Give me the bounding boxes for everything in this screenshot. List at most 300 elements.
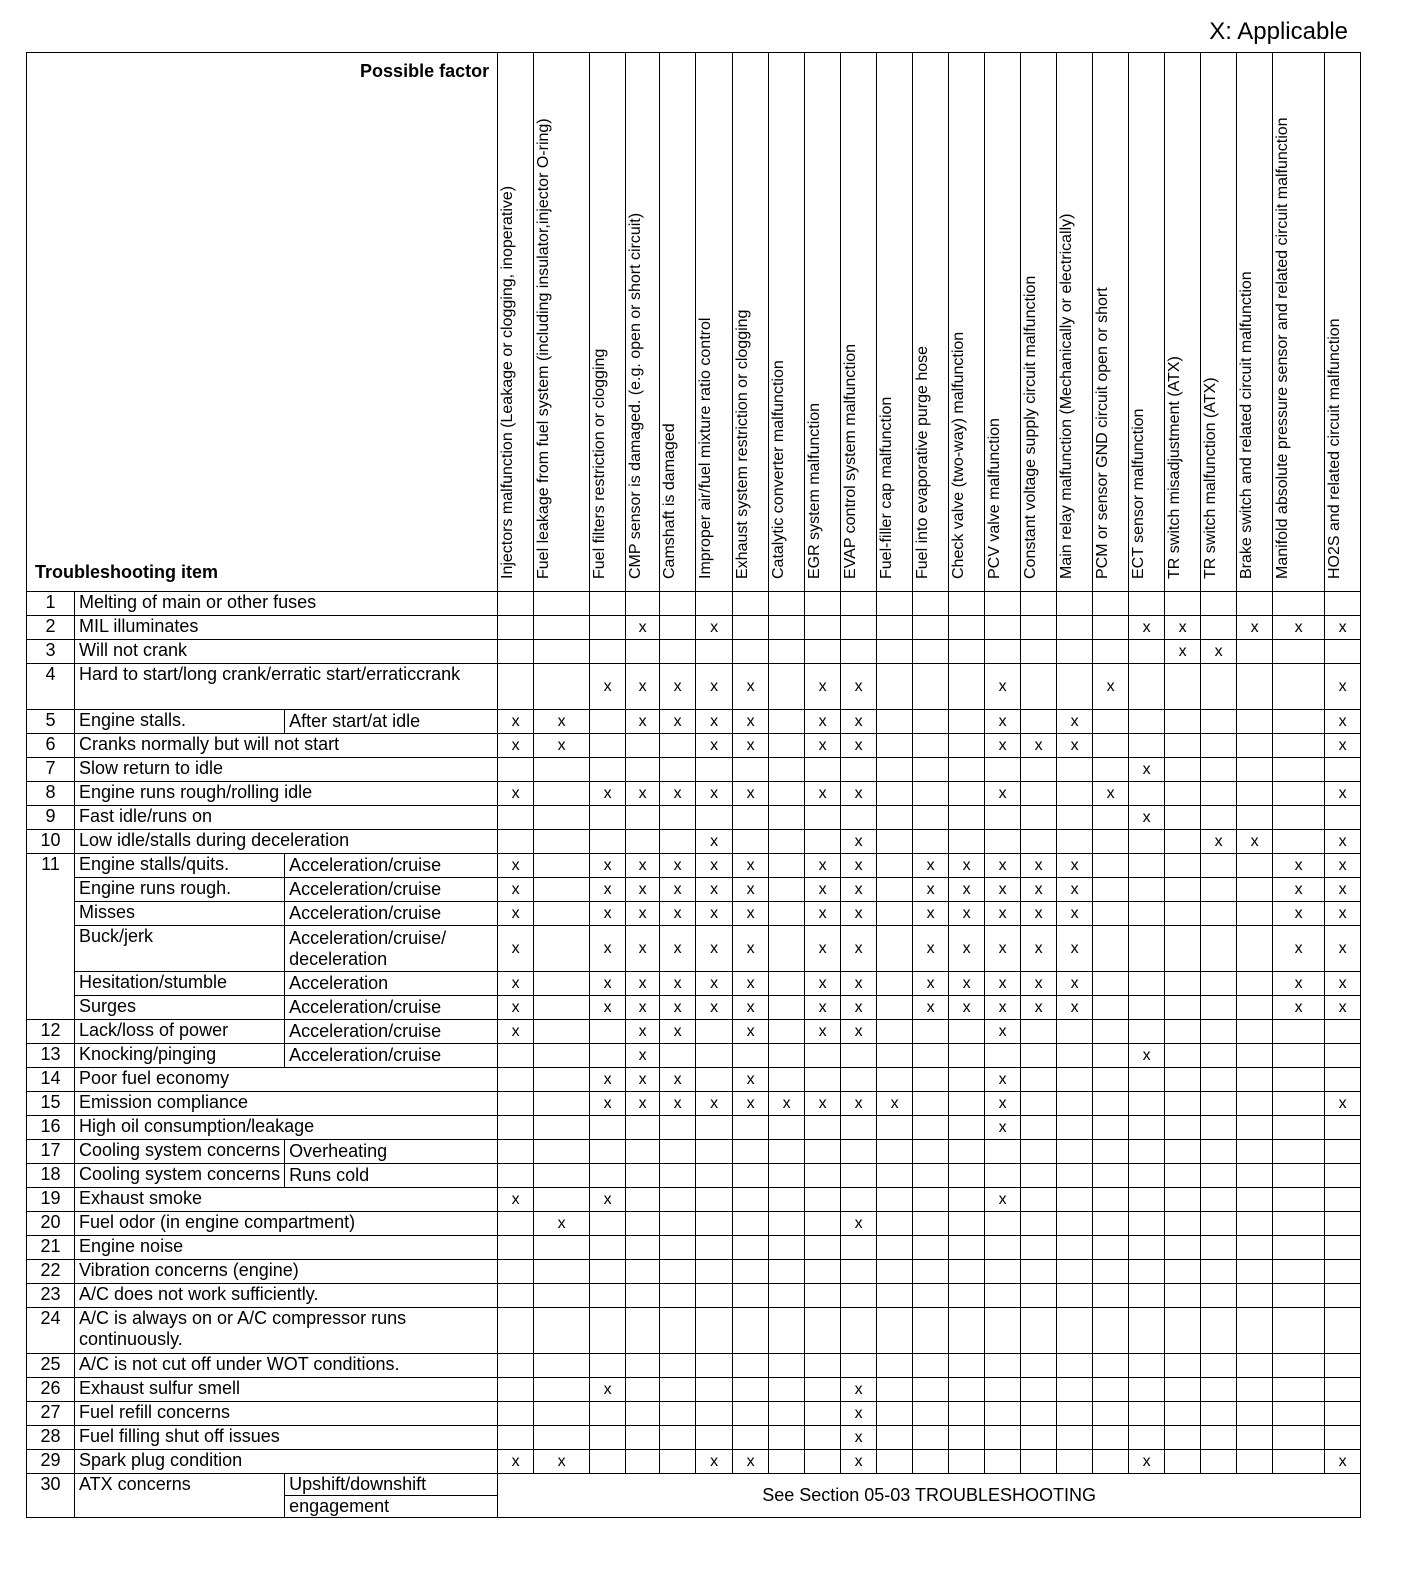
applicability-cell bbox=[985, 1308, 1021, 1354]
applicability-cell bbox=[877, 1378, 913, 1402]
applicability-cell bbox=[733, 616, 769, 640]
applicability-cell bbox=[913, 1020, 949, 1044]
factor-header bbox=[1093, 53, 1129, 592]
applicability-cell bbox=[1273, 1450, 1325, 1474]
applicability-cell: x bbox=[949, 878, 985, 902]
factor-header bbox=[805, 53, 841, 592]
applicability-cell: x bbox=[1165, 640, 1201, 664]
applicability-cell bbox=[1201, 1378, 1237, 1402]
applicability-cell bbox=[1129, 1402, 1165, 1426]
applicability-cell bbox=[696, 1260, 733, 1284]
applicability-cell bbox=[626, 1188, 660, 1212]
applicability-cell bbox=[805, 1450, 841, 1474]
condition: Acceleration/cruise bbox=[285, 902, 498, 926]
applicability-cell bbox=[1165, 1450, 1201, 1474]
applicability-cell bbox=[590, 1426, 626, 1450]
applicability-cell: x bbox=[626, 1068, 660, 1092]
applicability-cell bbox=[534, 592, 590, 616]
applicability-cell: x bbox=[626, 902, 660, 926]
applicability-cell: x bbox=[985, 996, 1021, 1020]
applicability-cell bbox=[590, 1116, 626, 1140]
applicability-cell bbox=[626, 592, 660, 616]
applicability-cell bbox=[949, 782, 985, 806]
applicability-cell bbox=[949, 1068, 985, 1092]
applicability-cell bbox=[1129, 782, 1165, 806]
applicability-cell bbox=[1021, 1426, 1057, 1450]
applicability-cell bbox=[498, 1426, 534, 1450]
factor-label: EVAP control system malfunction bbox=[842, 343, 860, 579]
applicability-cell bbox=[696, 1212, 733, 1236]
factor-label: TR switch malfunction (ATX) bbox=[1202, 377, 1220, 579]
applicability-cell bbox=[1021, 710, 1057, 734]
applicability-cell bbox=[660, 1402, 696, 1426]
applicability-cell bbox=[590, 734, 626, 758]
applicability-cell bbox=[1273, 1378, 1325, 1402]
applicability-cell bbox=[1057, 1140, 1093, 1164]
applicability-cell bbox=[498, 830, 534, 854]
condition: Upshift/downshift bbox=[285, 1474, 498, 1496]
applicability-cell bbox=[1325, 1164, 1361, 1188]
applicability-cell bbox=[1057, 1378, 1093, 1402]
applicability-cell bbox=[1057, 1092, 1093, 1116]
applicability-cell bbox=[660, 592, 696, 616]
applicability-cell bbox=[949, 734, 985, 758]
applicability-cell bbox=[1273, 710, 1325, 734]
applicability-cell bbox=[1325, 1188, 1361, 1212]
applicability-cell bbox=[534, 878, 590, 902]
factor-label: TR switch misadjustment (ATX) bbox=[1166, 356, 1184, 579]
applicability-cell: x bbox=[696, 616, 733, 640]
applicability-cell bbox=[805, 1284, 841, 1308]
applicability-cell bbox=[1093, 854, 1129, 878]
applicability-cell bbox=[1273, 1308, 1325, 1354]
applicability-cell bbox=[1201, 1426, 1237, 1450]
applicability-cell bbox=[985, 1450, 1021, 1474]
row-number: 21 bbox=[27, 1236, 75, 1260]
applicability-cell bbox=[534, 830, 590, 854]
troubleshooting-item: Fast idle/runs on bbox=[75, 806, 498, 830]
applicability-cell bbox=[626, 1212, 660, 1236]
applicability-cell bbox=[769, 734, 805, 758]
applicability-cell: x bbox=[841, 926, 877, 972]
troubleshooting-item: MIL illuminates bbox=[75, 616, 498, 640]
applicability-cell bbox=[498, 1284, 534, 1308]
applicability-cell bbox=[590, 1044, 626, 1068]
applicability-cell bbox=[949, 640, 985, 664]
applicability-cell bbox=[1273, 592, 1325, 616]
applicability-cell bbox=[1093, 1020, 1129, 1044]
applicability-cell bbox=[877, 878, 913, 902]
applicability-cell bbox=[1129, 1426, 1165, 1450]
applicability-cell bbox=[1057, 1188, 1093, 1212]
factor-label: Check valve (two-way) malfunction bbox=[950, 331, 968, 579]
applicability-cell bbox=[1129, 1092, 1165, 1116]
applicability-cell: x bbox=[534, 1212, 590, 1236]
applicability-cell bbox=[534, 782, 590, 806]
applicability-cell bbox=[1325, 806, 1361, 830]
applicability-cell bbox=[498, 1212, 534, 1236]
applicability-cell bbox=[1093, 1212, 1129, 1236]
applicability-cell bbox=[949, 1092, 985, 1116]
factor-label: Catalytic converter malfunction bbox=[770, 360, 788, 579]
factor-header bbox=[1237, 53, 1273, 592]
troubleshooting-item: Cooling system concerns bbox=[75, 1164, 285, 1188]
applicability-cell: x bbox=[949, 996, 985, 1020]
applicability-cell bbox=[949, 1260, 985, 1284]
applicability-cell: x bbox=[696, 926, 733, 972]
applicability-cell bbox=[1201, 1020, 1237, 1044]
applicability-cell bbox=[590, 1020, 626, 1044]
troubleshooting-item: Low idle/stalls during deceleration bbox=[75, 830, 498, 854]
applicability-cell: x bbox=[1093, 782, 1129, 806]
applicability-cell bbox=[949, 1308, 985, 1354]
applicability-cell bbox=[1129, 710, 1165, 734]
table-row bbox=[27, 854, 1361, 878]
applicability-cell bbox=[949, 710, 985, 734]
applicability-cell: x bbox=[498, 972, 534, 996]
applicability-cell bbox=[1165, 1236, 1201, 1260]
applicability-cell bbox=[498, 616, 534, 640]
applicability-cell bbox=[1237, 1212, 1273, 1236]
applicability-cell bbox=[877, 758, 913, 782]
table-row bbox=[27, 782, 1361, 806]
applicability-cell bbox=[1021, 640, 1057, 664]
applicability-cell bbox=[877, 926, 913, 972]
applicability-cell bbox=[1165, 878, 1201, 902]
applicability-cell: x bbox=[626, 664, 660, 710]
applicability-cell bbox=[841, 1236, 877, 1260]
applicability-cell bbox=[769, 1402, 805, 1426]
applicability-cell bbox=[590, 1164, 626, 1188]
factor-label: Fuel filters restriction or clogging bbox=[591, 348, 609, 579]
applicability-cell: x bbox=[1273, 996, 1325, 1020]
applicability-cell bbox=[590, 830, 626, 854]
applicability-cell bbox=[1165, 830, 1201, 854]
applicability-cell bbox=[913, 1188, 949, 1212]
applicability-cell bbox=[1093, 1068, 1129, 1092]
applicability-cell bbox=[1273, 758, 1325, 782]
applicability-cell bbox=[949, 1426, 985, 1450]
applicability-cell: x bbox=[805, 902, 841, 926]
applicability-cell bbox=[1237, 878, 1273, 902]
applicability-cell bbox=[769, 1188, 805, 1212]
applicability-cell bbox=[1237, 758, 1273, 782]
applicability-cell bbox=[696, 1354, 733, 1378]
applicability-cell bbox=[1021, 1260, 1057, 1284]
applicability-cell bbox=[1021, 1164, 1057, 1188]
applicability-cell bbox=[877, 972, 913, 996]
applicability-cell bbox=[1021, 758, 1057, 782]
applicability-cell: x bbox=[949, 902, 985, 926]
applicability-cell bbox=[733, 1164, 769, 1188]
troubleshooting-item: Fuel odor (in engine compartment) bbox=[75, 1212, 498, 1236]
applicability-cell bbox=[590, 1236, 626, 1260]
applicability-cell bbox=[1237, 1284, 1273, 1308]
applicability-cell bbox=[1129, 1116, 1165, 1140]
factor-header bbox=[1165, 53, 1201, 592]
applicability-cell bbox=[534, 1284, 590, 1308]
factor-header bbox=[733, 53, 769, 592]
factor-header bbox=[985, 53, 1021, 592]
applicability-cell bbox=[805, 1378, 841, 1402]
applicability-cell bbox=[1325, 1044, 1361, 1068]
applicability-cell bbox=[660, 616, 696, 640]
applicability-cell: x bbox=[913, 996, 949, 1020]
applicability-cell bbox=[1201, 1284, 1237, 1308]
applicability-cell bbox=[841, 592, 877, 616]
applicability-cell bbox=[1057, 592, 1093, 616]
applicability-cell bbox=[1201, 902, 1237, 926]
applicability-cell: x bbox=[985, 664, 1021, 710]
applicability-cell bbox=[877, 640, 913, 664]
applicability-cell bbox=[1273, 806, 1325, 830]
applicability-cell: x bbox=[626, 972, 660, 996]
row-number: 3 bbox=[27, 640, 75, 664]
row-number: 25 bbox=[27, 1354, 75, 1378]
applicability-cell bbox=[985, 1284, 1021, 1308]
factor-label: PCM or sensor GND circuit open or short bbox=[1094, 287, 1112, 579]
applicability-cell bbox=[769, 664, 805, 710]
applicability-cell bbox=[949, 1020, 985, 1044]
applicability-cell bbox=[985, 1378, 1021, 1402]
applicability-cell bbox=[660, 734, 696, 758]
applicability-cell bbox=[534, 758, 590, 782]
applicability-cell: x bbox=[696, 734, 733, 758]
table-row bbox=[27, 1308, 1361, 1354]
factor-header bbox=[913, 53, 949, 592]
applicability-cell: x bbox=[696, 664, 733, 710]
applicability-cell bbox=[696, 1164, 733, 1188]
applicability-cell bbox=[534, 1044, 590, 1068]
applicability-cell bbox=[913, 1068, 949, 1092]
applicability-cell bbox=[877, 664, 913, 710]
applicability-cell: x bbox=[985, 1092, 1021, 1116]
condition: Acceleration bbox=[285, 972, 498, 996]
applicability-cell: x bbox=[696, 878, 733, 902]
factor-label: Main relay malfunction (Mechanically or electrically) bbox=[1058, 213, 1076, 579]
applicability-cell bbox=[985, 592, 1021, 616]
applicability-cell bbox=[769, 854, 805, 878]
table-row bbox=[27, 1450, 1361, 1474]
applicability-cell bbox=[1325, 640, 1361, 664]
applicability-cell: x bbox=[660, 972, 696, 996]
applicability-cell bbox=[1273, 1188, 1325, 1212]
applicability-cell: x bbox=[805, 926, 841, 972]
applicability-cell bbox=[590, 1450, 626, 1474]
applicability-cell bbox=[1201, 1402, 1237, 1426]
applicability-cell bbox=[660, 806, 696, 830]
applicability-cell: x bbox=[1325, 616, 1361, 640]
applicability-cell bbox=[696, 592, 733, 616]
applicability-cell bbox=[1201, 592, 1237, 616]
applicability-cell bbox=[534, 1020, 590, 1044]
row-number: 20 bbox=[27, 1212, 75, 1236]
applicability-cell bbox=[1273, 1426, 1325, 1450]
applicability-cell bbox=[590, 710, 626, 734]
applicability-cell bbox=[1129, 1236, 1165, 1260]
applicability-cell bbox=[1325, 1284, 1361, 1308]
applicability-cell bbox=[985, 1402, 1021, 1426]
applicability-cell: x bbox=[805, 710, 841, 734]
applicability-cell bbox=[1093, 1116, 1129, 1140]
table-row bbox=[27, 972, 1361, 996]
applicability-cell bbox=[985, 1212, 1021, 1236]
applicability-cell bbox=[877, 1236, 913, 1260]
applicability-cell bbox=[1057, 1044, 1093, 1068]
applicability-cell bbox=[1201, 758, 1237, 782]
header-row bbox=[27, 53, 1361, 592]
factor-header bbox=[1201, 53, 1237, 592]
applicability-cell bbox=[1165, 1260, 1201, 1284]
factor-label: Injectors malfunction (Leakage or clogging, inoperative) bbox=[499, 185, 517, 579]
applicability-cell bbox=[985, 1426, 1021, 1450]
applicability-cell bbox=[949, 1164, 985, 1188]
applicability-cell bbox=[949, 664, 985, 710]
applicability-cell bbox=[1129, 902, 1165, 926]
row-number: 14 bbox=[27, 1068, 75, 1092]
applicability-cell: x bbox=[1325, 854, 1361, 878]
applicability-cell: x bbox=[498, 734, 534, 758]
applicability-cell bbox=[985, 640, 1021, 664]
applicability-cell bbox=[1201, 1068, 1237, 1092]
applicability-cell bbox=[626, 1378, 660, 1402]
applicability-cell bbox=[660, 758, 696, 782]
applicability-cell bbox=[1273, 1284, 1325, 1308]
applicability-cell: x bbox=[985, 1068, 1021, 1092]
applicability-cell bbox=[733, 1188, 769, 1212]
table-row bbox=[27, 1260, 1361, 1284]
troubleshooting-item: Hesitation/stumble bbox=[75, 972, 285, 996]
applicability-cell bbox=[1273, 1236, 1325, 1260]
applicability-cell: x bbox=[696, 830, 733, 854]
troubleshooting-item: Fuel refill concerns bbox=[75, 1402, 498, 1426]
table-row bbox=[27, 1188, 1361, 1212]
applicability-cell bbox=[626, 830, 660, 854]
applicability-cell bbox=[1201, 1188, 1237, 1212]
applicability-cell bbox=[626, 734, 660, 758]
applicability-cell: x bbox=[590, 854, 626, 878]
applicability-cell: x bbox=[985, 878, 1021, 902]
applicability-cell bbox=[1093, 1188, 1129, 1212]
applicability-cell bbox=[949, 1354, 985, 1378]
applicability-cell bbox=[1057, 1020, 1093, 1044]
applicability-cell bbox=[626, 758, 660, 782]
table-row bbox=[27, 710, 1361, 734]
applicability-cell bbox=[949, 1450, 985, 1474]
factor-label: Brake switch and related circuit malfunction bbox=[1238, 271, 1256, 579]
applicability-cell bbox=[1129, 926, 1165, 972]
applicability-cell: x bbox=[1201, 640, 1237, 664]
applicability-cell bbox=[769, 1284, 805, 1308]
applicability-cell bbox=[1057, 1284, 1093, 1308]
row-number: 11 bbox=[27, 854, 75, 1020]
table-row bbox=[27, 830, 1361, 854]
applicability-cell bbox=[1273, 1092, 1325, 1116]
applicability-cell bbox=[1201, 806, 1237, 830]
applicability-cell: x bbox=[841, 996, 877, 1020]
applicability-cell bbox=[1165, 1354, 1201, 1378]
applicability-cell bbox=[913, 1236, 949, 1260]
applicability-cell bbox=[877, 1284, 913, 1308]
applicability-cell: x bbox=[1201, 830, 1237, 854]
factor-label: ECT sensor malfunction bbox=[1130, 408, 1148, 579]
applicability-cell: x bbox=[913, 926, 949, 972]
applicability-cell: x bbox=[498, 782, 534, 806]
applicability-cell bbox=[498, 758, 534, 782]
table-row bbox=[27, 1140, 1361, 1164]
applicability-cell bbox=[1057, 1402, 1093, 1426]
applicability-cell: x bbox=[841, 1212, 877, 1236]
troubleshooting-item: Poor fuel economy bbox=[75, 1068, 498, 1092]
applicability-cell bbox=[1093, 1378, 1129, 1402]
applicability-cell bbox=[1237, 1378, 1273, 1402]
troubleshooting-item: Engine runs rough/rolling idle bbox=[75, 782, 498, 806]
applicability-cell bbox=[1129, 1068, 1165, 1092]
applicability-cell bbox=[1237, 1116, 1273, 1140]
applicability-cell bbox=[769, 1236, 805, 1260]
factor-header bbox=[660, 53, 696, 592]
applicability-cell bbox=[913, 1260, 949, 1284]
condition: Acceleration/cruise bbox=[285, 1020, 498, 1044]
applicability-cell bbox=[913, 782, 949, 806]
applicability-cell: x bbox=[696, 782, 733, 806]
applicability-cell bbox=[660, 1140, 696, 1164]
applicability-cell bbox=[913, 1284, 949, 1308]
applicability-cell bbox=[1165, 1188, 1201, 1212]
applicability-cell: x bbox=[733, 926, 769, 972]
applicability-cell bbox=[877, 1020, 913, 1044]
applicability-cell bbox=[913, 710, 949, 734]
applicability-cell bbox=[1057, 616, 1093, 640]
applicability-cell bbox=[1273, 830, 1325, 854]
applicability-cell bbox=[841, 1068, 877, 1092]
applicability-cell: x bbox=[626, 996, 660, 1020]
applicability-cell bbox=[660, 1116, 696, 1140]
applicability-cell: x bbox=[660, 710, 696, 734]
applicability-cell bbox=[498, 1354, 534, 1378]
applicability-cell bbox=[841, 1308, 877, 1354]
applicability-cell bbox=[877, 1402, 913, 1426]
applicability-cell bbox=[1129, 640, 1165, 664]
applicability-cell bbox=[1201, 972, 1237, 996]
applicability-cell bbox=[949, 1140, 985, 1164]
applicability-cell: x bbox=[913, 878, 949, 902]
applicability-cell bbox=[660, 1044, 696, 1068]
applicability-cell: x bbox=[841, 972, 877, 996]
applicability-cell bbox=[769, 1044, 805, 1068]
applicability-cell bbox=[1237, 1450, 1273, 1474]
applicability-cell bbox=[805, 1164, 841, 1188]
applicability-cell bbox=[1273, 664, 1325, 710]
applicability-cell bbox=[1201, 1140, 1237, 1164]
applicability-cell bbox=[696, 1236, 733, 1260]
applicability-cell bbox=[1201, 1260, 1237, 1284]
troubleshooting-item: High oil consumption/leakage bbox=[75, 1116, 498, 1140]
factor-label: Constant voltage supply circuit malfunction bbox=[1022, 275, 1040, 579]
applicability-cell bbox=[498, 664, 534, 710]
applicability-cell bbox=[660, 1426, 696, 1450]
troubleshooting-item: Cranks normally but will not start bbox=[75, 734, 498, 758]
condition: Overheating bbox=[285, 1140, 498, 1164]
factor-label: Manifold absolute pressure sensor and related circuit malfunction bbox=[1274, 117, 1292, 579]
applicability-cell: x bbox=[1273, 854, 1325, 878]
applicability-cell bbox=[841, 1140, 877, 1164]
applicability-cell bbox=[1021, 664, 1057, 710]
applicability-cell: x bbox=[1057, 878, 1093, 902]
applicability-cell bbox=[1237, 1164, 1273, 1188]
applicability-cell: x bbox=[498, 1450, 534, 1474]
applicability-cell bbox=[1129, 734, 1165, 758]
